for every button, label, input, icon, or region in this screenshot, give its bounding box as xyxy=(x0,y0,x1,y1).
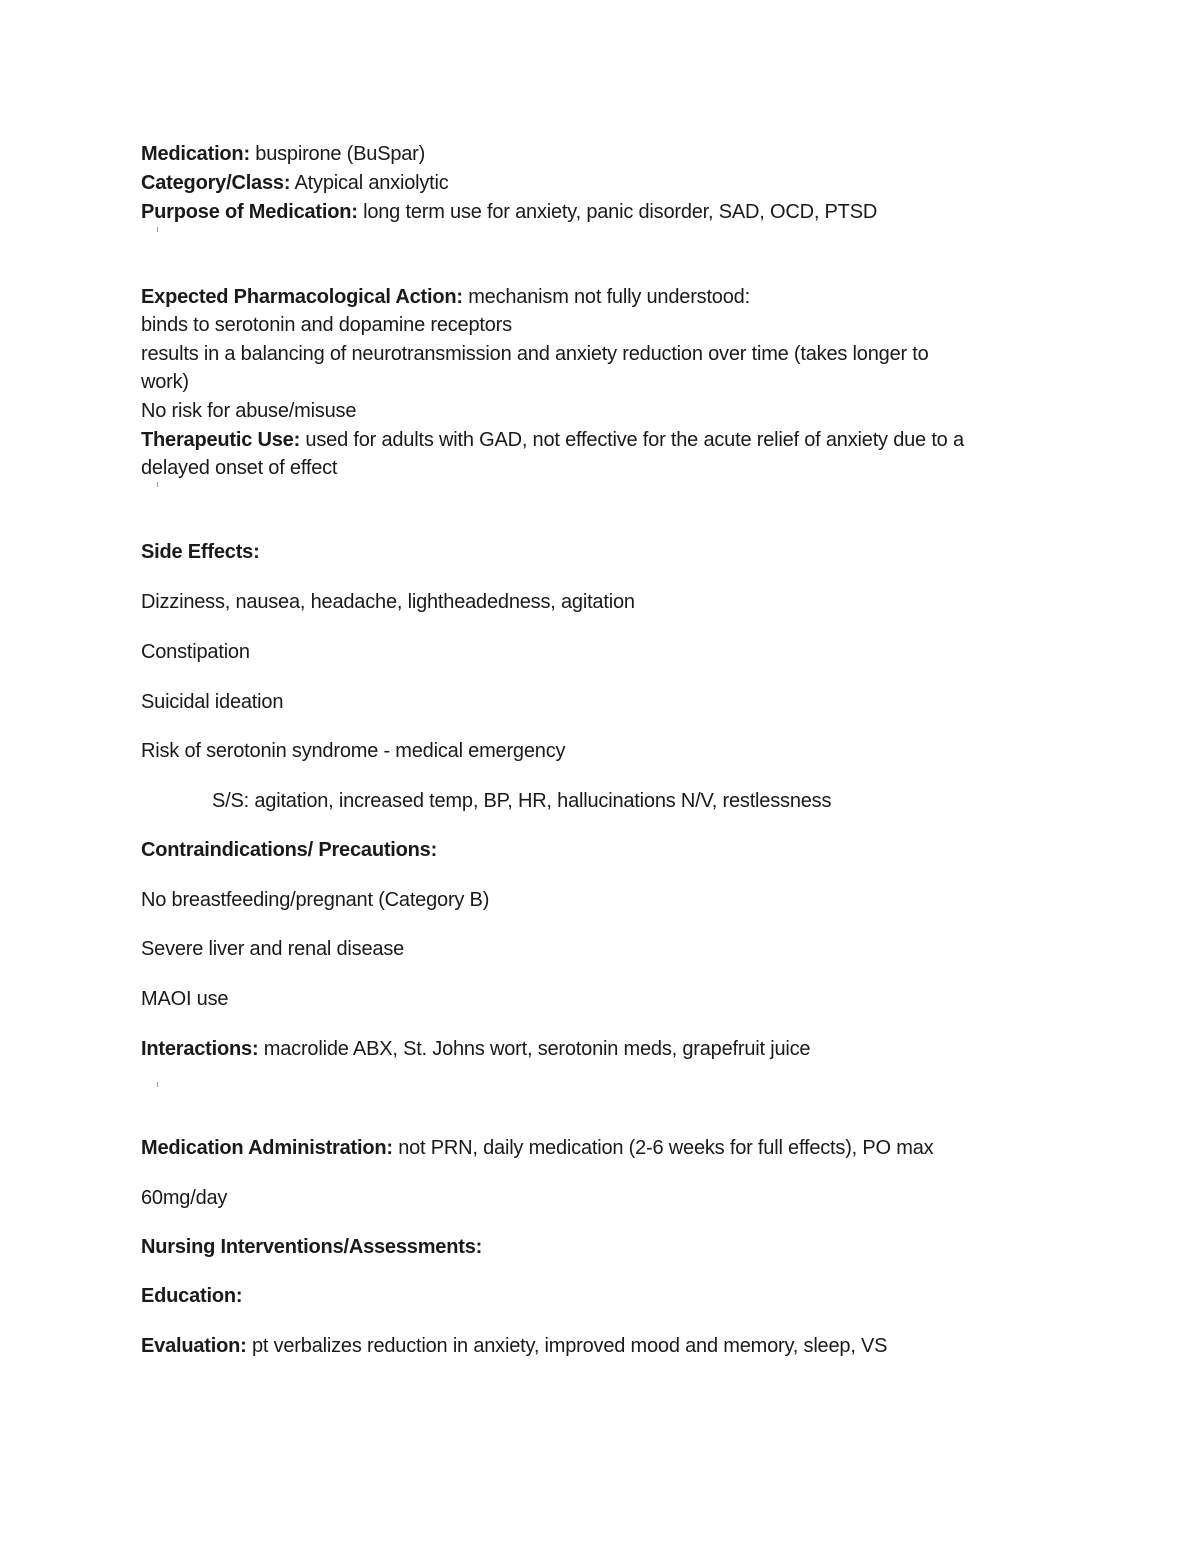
action-label: Expected Pharmacological Action: xyxy=(141,286,463,308)
administration-value: not PRN, daily medication (2-6 weeks for full effects), PO max xyxy=(392,1137,934,1159)
nursing-heading: Nursing Interventions/Assessments: xyxy=(141,1236,483,1258)
evaluation-value: pt verbalizes reduction in anxiety, improved mood and memory, sleep, VS xyxy=(246,1335,888,1357)
action-detail: No risk for abuse/misuse xyxy=(141,400,357,422)
side-effect-item: Constipation xyxy=(141,641,250,663)
category-line xyxy=(141,171,449,195)
category-value: Atypical anxiolytic xyxy=(290,172,449,194)
action-detail: work) xyxy=(141,371,189,393)
section-marker xyxy=(157,227,158,232)
section-marker xyxy=(157,482,158,487)
evaluation-line xyxy=(141,1334,887,1358)
therapeutic-line xyxy=(141,428,964,452)
contraindication-item: No breastfeeding/pregnant (Category B) xyxy=(141,889,490,911)
action-line xyxy=(141,285,750,309)
purpose-line xyxy=(141,200,877,224)
interactions-value: macrolide ABX, St. Johns wort, serotonin meds, grapefruit juice xyxy=(258,1038,811,1060)
side-effect-subitem: S/S: agitation, increased temp, BP, HR, hallucinations N/V, restlessness xyxy=(212,790,832,812)
interactions-line xyxy=(141,1037,810,1061)
contraindication-item: Severe liver and renal disease xyxy=(141,938,405,960)
therapeutic-value: used for adults with GAD, not effective for the acute relief of anxiety due to a xyxy=(300,429,964,451)
purpose-label: Purpose of Medication: xyxy=(141,201,358,223)
contraindication-item: MAOI use xyxy=(141,988,229,1010)
medication-line xyxy=(141,142,425,166)
medication-value: buspirone (BuSpar) xyxy=(249,143,426,165)
education-heading: Education: xyxy=(141,1285,243,1307)
administration-label: Medication Administration: xyxy=(141,1137,393,1159)
administration-line xyxy=(141,1136,933,1160)
medication-label: Medication: xyxy=(141,143,250,165)
section-marker xyxy=(157,1082,158,1087)
therapeutic-continuation: delayed onset of effect xyxy=(141,457,338,479)
action-detail: binds to serotonin and dopamine receptors xyxy=(141,314,512,336)
action-value: mechanism not fully understood: xyxy=(462,286,750,308)
side-effect-item: Risk of serotonin syndrome - medical emergency xyxy=(141,740,566,762)
interactions-label: Interactions: xyxy=(141,1038,259,1060)
action-detail: results in a balancing of neurotransmission and anxiety reduction over time (takes longer to xyxy=(141,343,929,365)
side-effect-item: Suicidal ideation xyxy=(141,691,284,713)
evaluation-label: Evaluation: xyxy=(141,1335,247,1357)
therapeutic-label: Therapeutic Use: xyxy=(141,429,301,451)
side-effects-heading: Side Effects: xyxy=(141,541,260,563)
contraindications-heading: Contraindications/ Precautions: xyxy=(141,839,438,861)
side-effect-item: Dizziness, nausea, headache, lightheadedness, agitation xyxy=(141,591,635,613)
administration-continuation: 60mg/day xyxy=(141,1187,228,1209)
category-label: Category/Class: xyxy=(141,172,291,194)
purpose-value: long term use for anxiety, panic disorder, SAD, OCD, PTSD xyxy=(357,201,878,223)
